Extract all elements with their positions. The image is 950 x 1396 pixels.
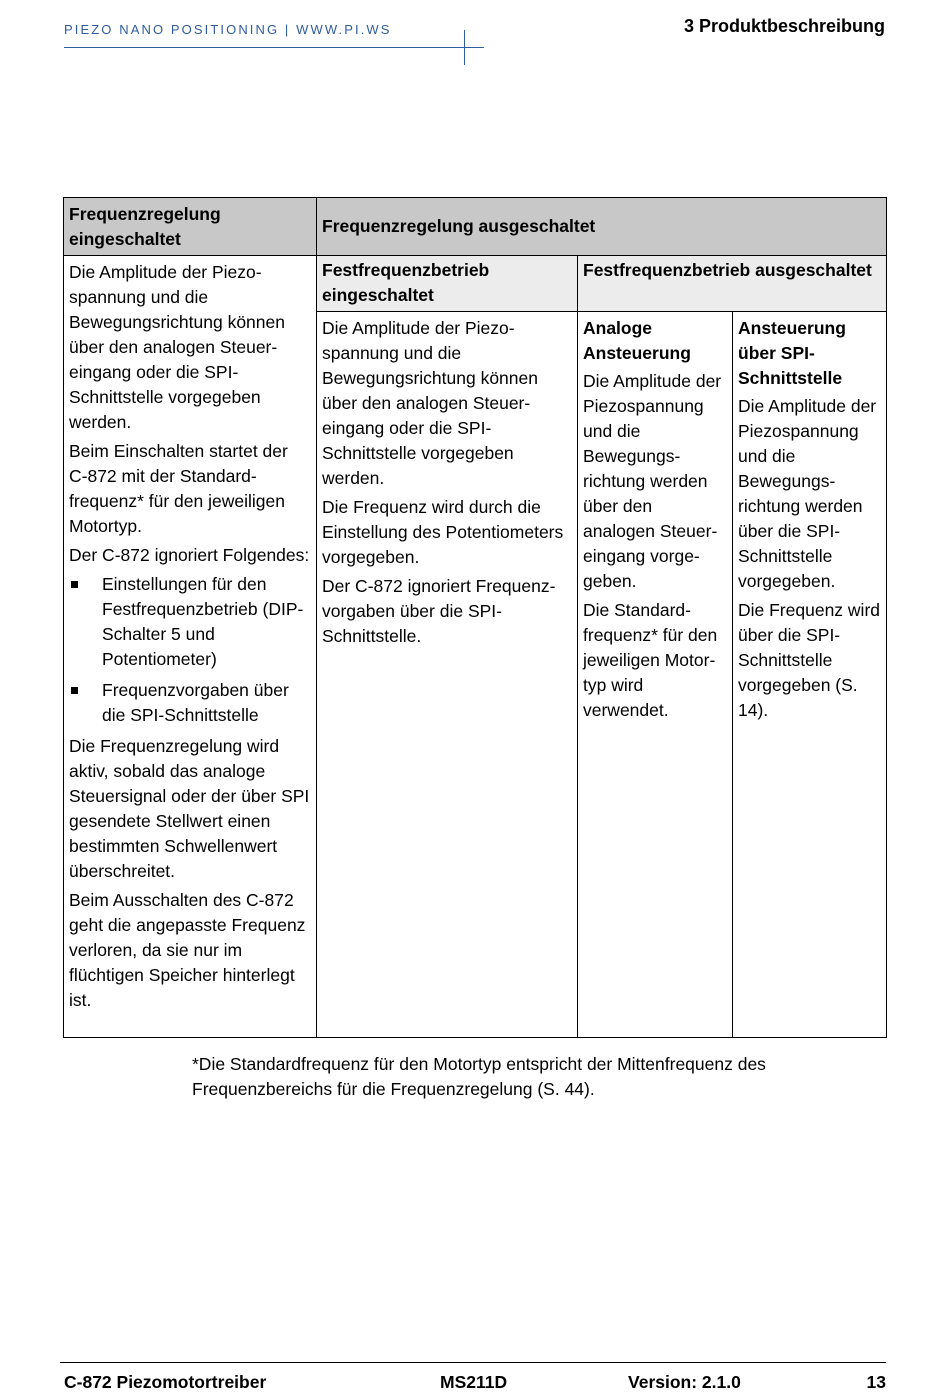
cell-title: Analoge Ansteuerung — [583, 318, 691, 363]
paragraph: Die Frequenz wird über die SPI-Schnittstelle vorgegeben (S. 14). — [738, 600, 880, 720]
subheader-fixed-off: Festfrequenzbetrieb ausgeschaltet — [578, 256, 887, 312]
paragraph: Beim Einschalten startet der C-872 mit der Standardfrequenz* für den jeweiligen Motortyp. — [69, 441, 288, 536]
paragraph: Beim Ausschalten des C-872 geht die angepasste Frequenz verloren, da sie nur im flüchtigen Speicher hinterlegt ist. — [69, 890, 306, 1010]
page-number: 13 — [866, 1372, 886, 1392]
paragraph: Die Amplitude der Piezospannung und die Bewegungsrichtung können über den analogen Steuereingang oder die SPI-Schnittstelle vorgegeben werden. — [69, 262, 285, 432]
frequency-control-table — [63, 197, 886, 1038]
cell-analog-control — [578, 312, 733, 1038]
list-item — [69, 678, 311, 728]
footer-product: C-872 Piezomotortreiber — [64, 1372, 267, 1392]
paragraph: Der C-872 ignoriert Folgendes: — [69, 545, 310, 565]
paragraph: Der C-872 ignoriert Frequenzvorgaben über die SPI-Schnittstelle. — [322, 576, 556, 646]
footer-version: Version: 2.1.0 — [628, 1372, 741, 1392]
paragraph: Die Amplitude der Piezospannung und die Bewegungsrichtung können über den analogen Steuereingang oder die SPI-Schnittstelle vorgegeben werden. — [322, 318, 538, 488]
footer-doc-id: MS211D — [440, 1372, 508, 1392]
footer-rule — [60, 1362, 886, 1363]
cell-title: Ansteuerung über SPI-Schnittstelle — [738, 318, 846, 388]
list-item-text: Frequenzvorgaben über die SPI-Schnittstelle — [102, 680, 289, 725]
list-item-text: Einstellungen für den Festfrequenzbetrieb (DIP-Schalter 5 und Potentiometer) — [102, 574, 304, 669]
bullet-icon — [71, 687, 78, 694]
paragraph: Die Frequenz wird durch die Einstellung des Potentiometers vorgegeben. — [322, 497, 564, 567]
paragraph: Die Amplitude der Piezospannung und die Bewegungsrichtung werden über die SPI-Schnittstelle vorgegeben. — [738, 396, 877, 591]
cell-control-on — [64, 256, 317, 1038]
brand-header: PIEZO NANO POSITIONING | WWW.PI.WS — [64, 22, 392, 37]
brand-rule — [64, 47, 484, 48]
paragraph: Die Standardfrequenz* für den jeweiligen Motortyp wird verwendet. — [583, 600, 718, 720]
cell-spi-control — [733, 312, 887, 1038]
list-item — [69, 572, 311, 672]
bullet-icon — [71, 581, 78, 588]
brand-crosshair — [464, 30, 465, 65]
paragraph: Die Frequenzregelung wird aktiv, sobald das analoge Steuersignal oder der über SPI gesendete Stellwert einen bestimmten Schwellenwert überschreitet. — [69, 736, 310, 881]
header-control-off: Frequenzregelung ausgeschaltet — [317, 198, 887, 256]
subheader-fixed-on: Festfrequenzbetrieb eingeschaltet — [317, 256, 578, 312]
footnote: *Die Standardfrequenz für den Motortyp entspricht der Mittenfrequenz des Frequenzbereichs für die Frequenzregelung (S. 44). — [192, 1054, 766, 1099]
section-title: 3 Produktbeschreibung — [683, 16, 885, 36]
paragraph: Die Amplitude der Piezospannung und die Bewegungsrichtung werden über den analogen Steuereingang vorgegeben. — [583, 371, 722, 591]
ignored-list — [69, 572, 311, 728]
header-control-on: Frequenzregelung eingeschaltet — [64, 198, 317, 256]
cell-fixed-on — [317, 312, 578, 1038]
